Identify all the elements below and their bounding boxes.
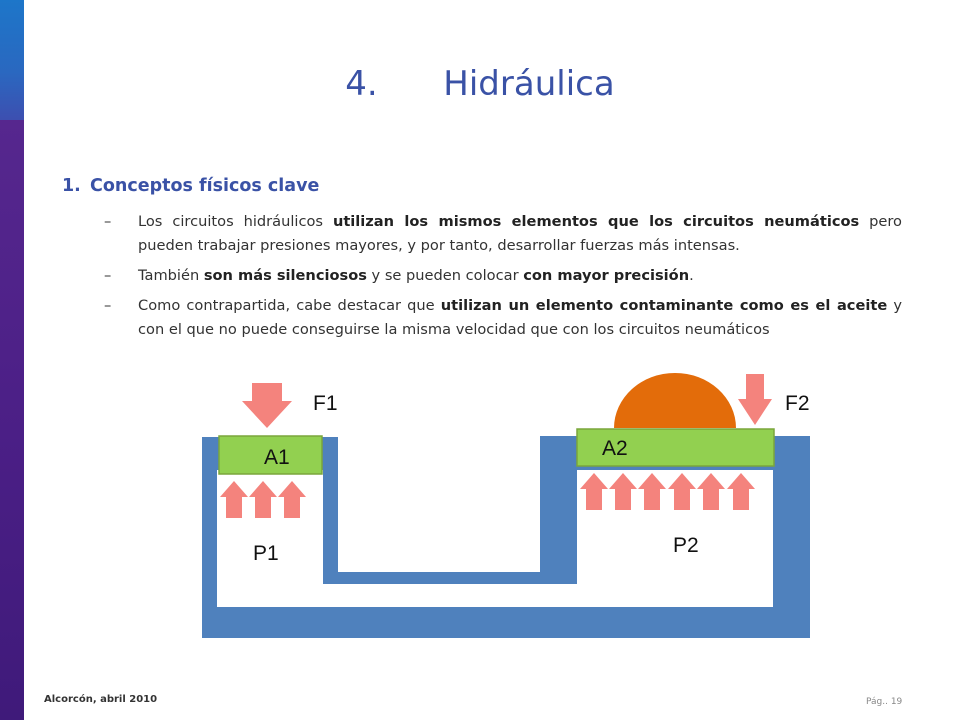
pressure-arrow	[727, 473, 755, 510]
pressure-arrow	[580, 473, 608, 510]
bullet-bold-text: con mayor precisión	[523, 267, 690, 284]
bullet-bold-text: utilizan un elemento contaminante como es el aceite	[440, 297, 888, 314]
pressure-p2-arrows	[580, 473, 755, 510]
label-a1: A1	[264, 446, 290, 469]
bullet-text: .	[689, 267, 694, 284]
bullet-marker: –	[104, 213, 112, 230]
force-f2-arrow	[738, 374, 772, 425]
footer-location-date: Alcorcón, abril 2010	[44, 694, 158, 705]
bullet-marker: –	[104, 297, 112, 314]
label-p2: P2	[673, 534, 699, 557]
pressure-arrow	[668, 473, 696, 510]
bullet-bold-text: son más silenciosos	[203, 267, 367, 284]
force-f1-arrow	[242, 383, 292, 428]
pressure-p1-arrows	[220, 481, 306, 518]
pressure-arrow	[278, 481, 306, 518]
pressure-arrow	[697, 473, 725, 510]
pressure-arrow	[220, 481, 248, 518]
title-text: Hidráulica	[443, 64, 615, 104]
section-number: 1.	[62, 176, 81, 196]
bullet-marker: –	[104, 267, 112, 284]
section-title: Conceptos físicos clave	[90, 176, 320, 196]
bullet-text: y se pueden colocar	[366, 267, 524, 284]
label-f1: F1	[313, 392, 338, 415]
pressure-arrow	[609, 473, 637, 510]
bullet-bold-text: utilizan los mismos elementos que los circuitos neumáticos	[332, 213, 860, 230]
bullet-text: Como contrapartida, cabe destacar que	[138, 297, 441, 314]
bullet-text: pero pueden trabajar presiones mayores, y por tanto, desarrollar fuerzas más intensas.	[138, 213, 902, 254]
load-dome	[614, 373, 736, 428]
title-number: 4.	[345, 64, 378, 104]
bullet-text: Los circuitos hidráulicos	[138, 213, 333, 230]
pressure-arrow	[249, 481, 277, 518]
bullet-text: También	[138, 267, 204, 284]
label-f2: F2	[785, 392, 810, 415]
label-p1: P1	[253, 542, 279, 565]
bullet-text: y con el que no puede conseguirse la misma velocidad que con los circuitos neumáticos	[138, 297, 902, 338]
pressure-arrow	[638, 473, 666, 510]
label-a2: A2	[602, 437, 628, 460]
footer-page-number: Pág.. 19	[866, 697, 903, 707]
